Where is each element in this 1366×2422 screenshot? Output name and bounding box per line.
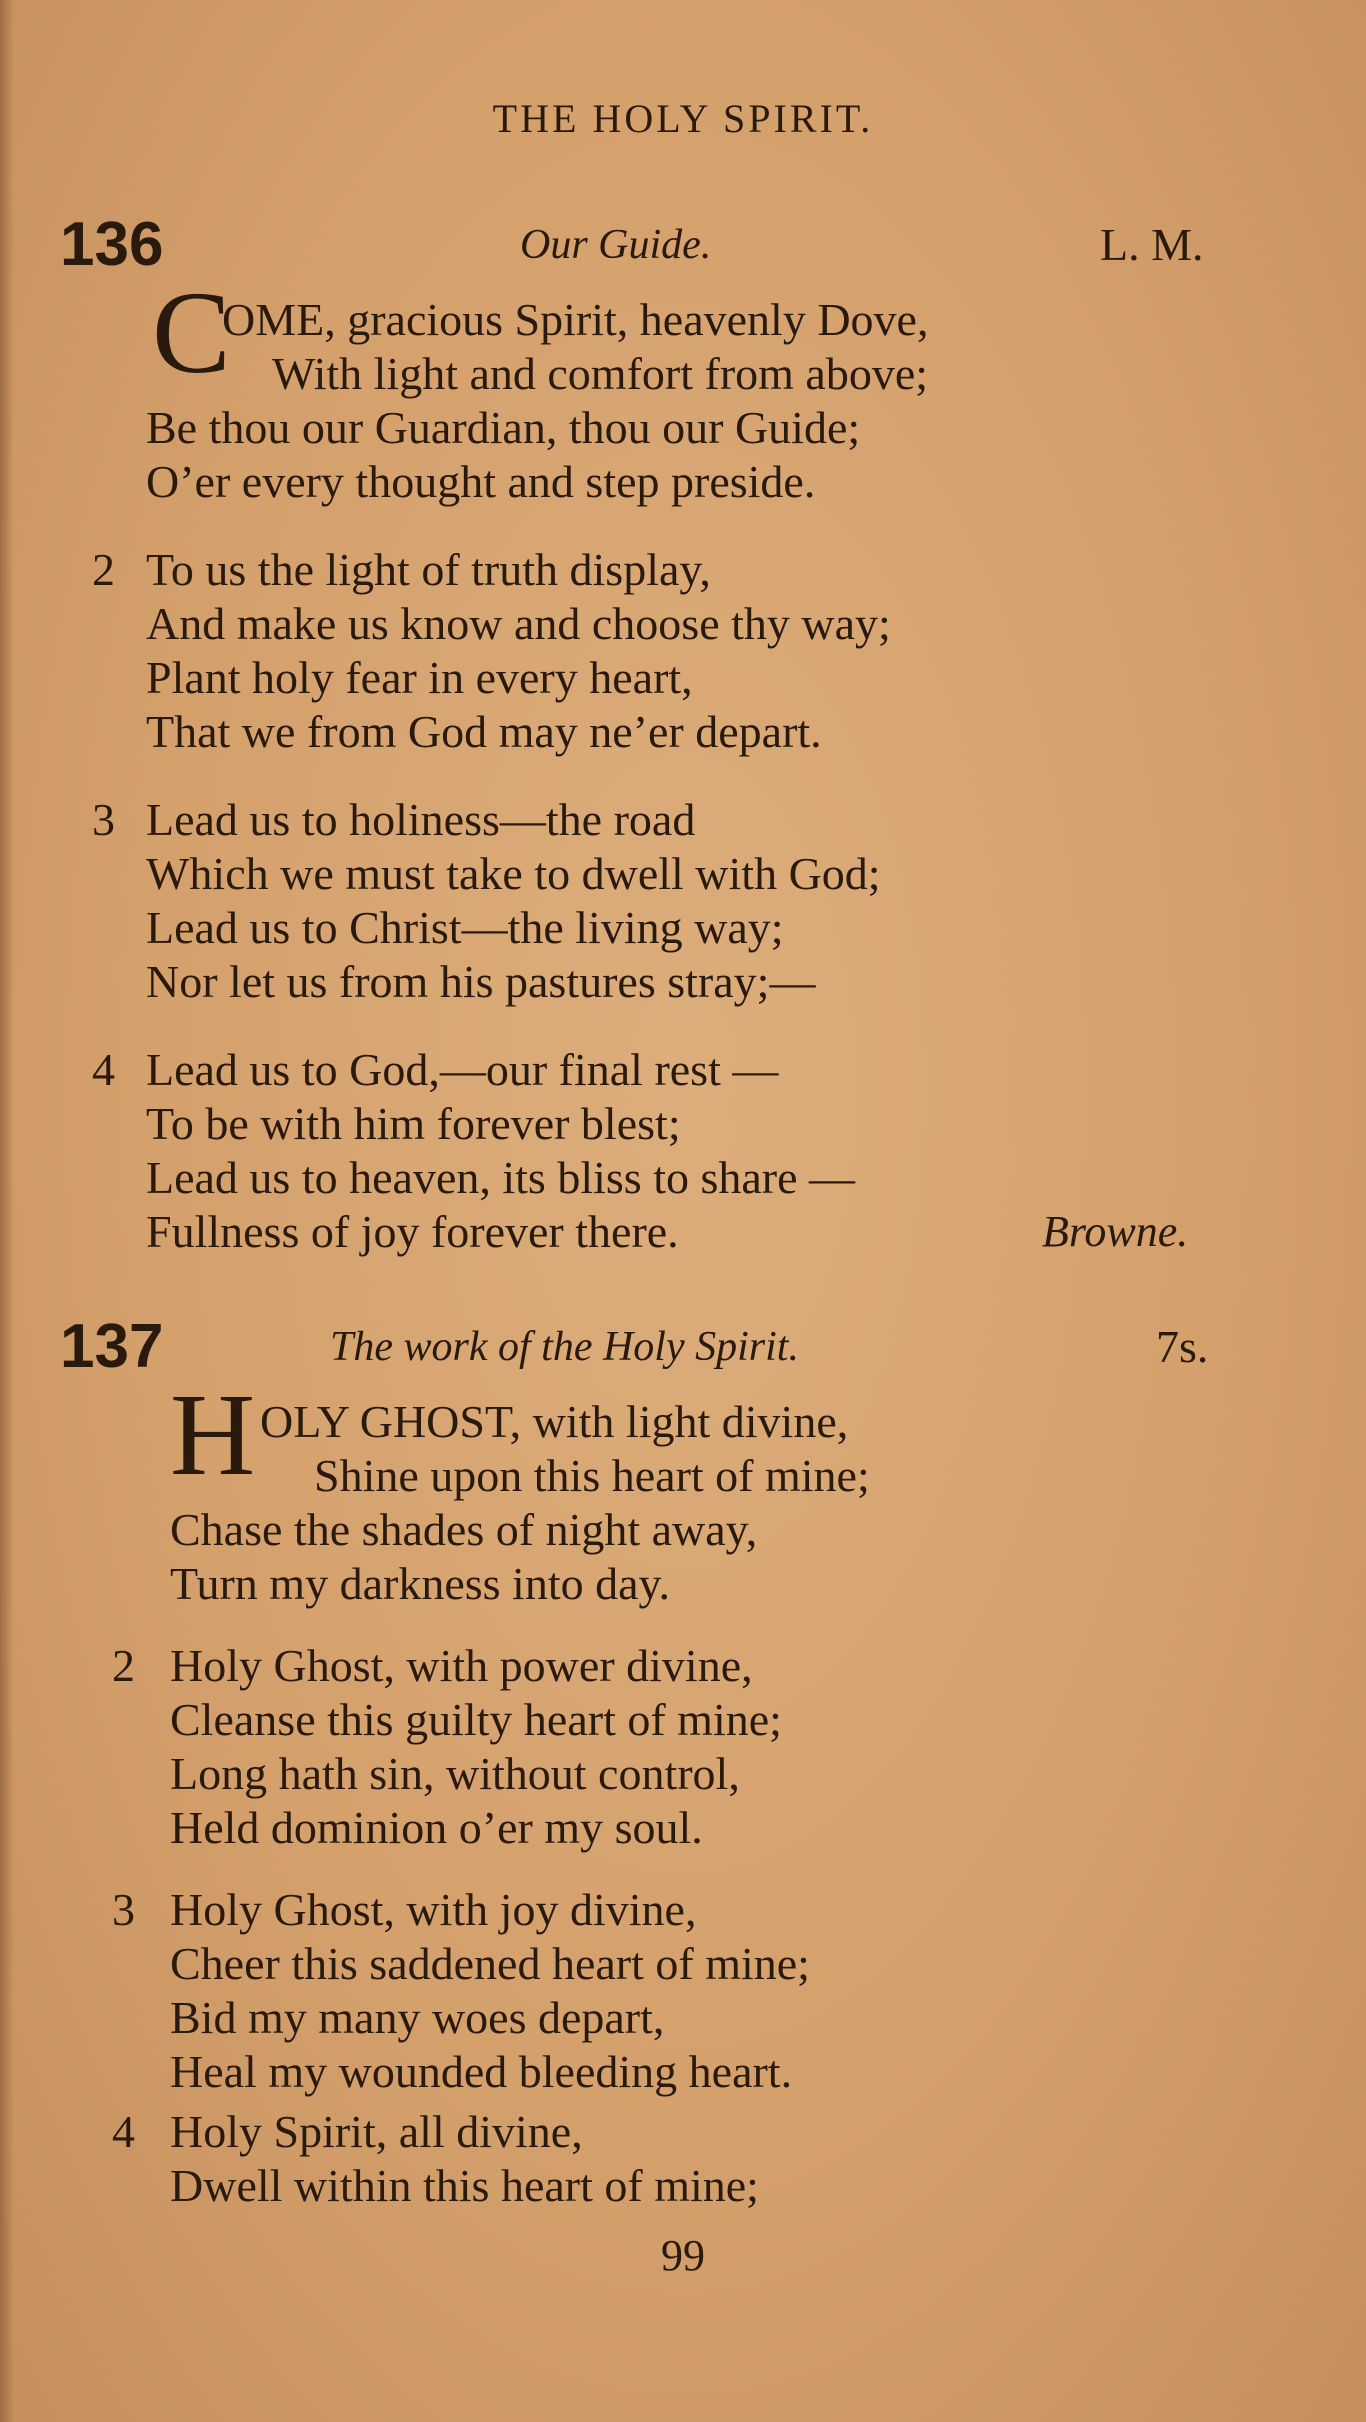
hymn-line: OLY GHOST, with light divine,: [260, 1396, 849, 1447]
hymn-line: Lead us to holiness—the road: [146, 794, 696, 845]
hymn-line: Lead us to heaven, its bliss to share —: [146, 1152, 856, 1203]
hymn-line: Holy Ghost, with joy divine,: [170, 1884, 697, 1935]
hymn-meter: L. M.: [1100, 219, 1204, 270]
stanza-number: 3: [112, 1884, 135, 1935]
hymn-line: Cleanse this guilty heart of mine;: [170, 1694, 782, 1745]
hymn-line: Fullness of joy forever there.: [146, 1206, 679, 1257]
hymn-title: Our Guide.: [520, 222, 712, 268]
hymn-line: Heal my wounded bleeding heart.: [170, 2046, 793, 2097]
page-number: 99: [661, 2231, 705, 2280]
drop-cap: C: [152, 267, 231, 398]
hymn-line: Be thou our Guardian, thou our Guide;: [146, 402, 861, 453]
hymn-line: Shine upon this heart of mine;: [314, 1450, 870, 1501]
hymn-line: Chase the shades of night away,: [170, 1504, 758, 1555]
hymn-line: O’er every thought and step preside.: [146, 456, 816, 507]
hymn-line: Cheer this saddened heart of mine;: [170, 1938, 810, 1989]
hymn-line: Which we must take to dwell with God;: [146, 848, 881, 899]
hymn-line: To us the light of truth display,: [146, 544, 711, 595]
stanza-number: 3: [92, 794, 115, 845]
hymn-line: Holy Ghost, with power divine,: [170, 1640, 753, 1691]
hymn-line: Nor let us from his pastures stray;—: [146, 956, 816, 1007]
hymn-number: 136: [60, 210, 164, 279]
hymn-line: Long hath sin, without control,: [170, 1748, 740, 1799]
hymn-line: With light and comfort from above;: [272, 348, 929, 399]
hymn-line: And make us know and choose thy way;: [146, 598, 891, 649]
hymn-line: That we from God may ne’er depart.: [146, 706, 822, 757]
hymn-line: Dwell within this heart of mine;: [170, 2160, 759, 2211]
hymn-meter: 7s.: [1156, 1321, 1209, 1372]
hymn-title: The work of the Holy Spirit.: [330, 1324, 799, 1370]
hymn-line: Holy Spirit, all divine,: [170, 2106, 583, 2157]
hymn-line: Lead us to Christ—the living way;: [146, 902, 784, 953]
hymn-line: Bid my many woes depart,: [170, 1992, 665, 2043]
hymn-line: OME, gracious Spirit, heavenly Dove,: [222, 294, 929, 345]
hymn-line: Plant holy fear in every heart,: [146, 652, 693, 703]
hymn-line: Turn my darkness into day.: [170, 1558, 671, 1609]
hymn-number: 137: [60, 1312, 164, 1381]
running-head: THE HOLY SPIRIT.: [492, 96, 874, 141]
hymn-line: Held dominion o’er my soul.: [170, 1802, 703, 1853]
page-edge-shadow: [0, 0, 14, 2422]
hymn-line: Lead us to God,—our final rest —: [146, 1044, 779, 1095]
stanza-number: 4: [92, 1044, 115, 1095]
drop-cap: H: [170, 1369, 256, 1500]
hymn-line: To be with him forever blest;: [146, 1098, 681, 1149]
stanza-number: 2: [112, 1640, 135, 1691]
stanza-number: 4: [112, 2106, 135, 2157]
stanza-number: 2: [92, 544, 115, 595]
author-attribution: Browne.: [1042, 1207, 1189, 1256]
